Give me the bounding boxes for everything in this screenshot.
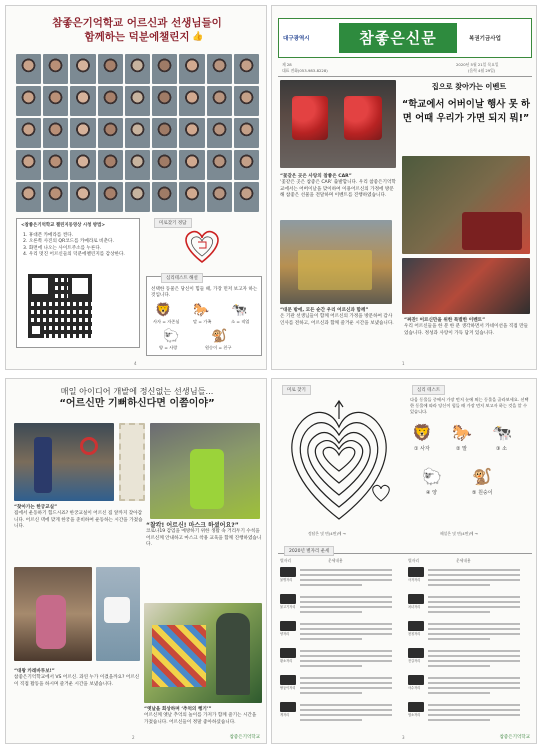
fortune-text-line (300, 606, 392, 608)
fortune-text-line (300, 638, 362, 640)
fortune-text-line (428, 574, 520, 576)
animal-answer-label: 사자 = 자존심 (153, 319, 180, 324)
participant-photo (152, 182, 177, 212)
animal-choice-label: ② 말 (456, 446, 467, 452)
monkey-icon: 🐒 (472, 467, 492, 486)
caption-1-text: 집에서 운동하기 힘드시죠? 한궁교실이 어르신 집 앞까지 찾아갑니다. 어르신 댁에 맞게 한궁을 준비하여 운동하는 시간을 가졌습니다. (14, 511, 143, 530)
participant-photo (152, 150, 177, 180)
participant-photo (16, 118, 41, 148)
caption-2-text: 온 기관 선생님들이 함께 어르신의 가정을 방문하여 감사 인사를 전하고, 어르신과 함께 즐거운 시간을 보냈습니다. (280, 314, 394, 326)
fortune-text-line (428, 596, 520, 598)
bookmark-photo (119, 423, 145, 501)
fortune-text-line (300, 660, 392, 662)
fortune-text-line (428, 606, 520, 608)
caption-3-text: 참좋은기억학교에서 VS 어르신. 과연 누가 이겼을까요? 어르신이 직접 활동을 하시며 즐거운 시간을 보냈습니다. (14, 675, 140, 687)
fortune-text-line (428, 687, 520, 689)
constellation-icon (280, 702, 296, 712)
participant-photo (207, 86, 232, 116)
participant-photo (234, 150, 259, 180)
horoscope-row (408, 593, 530, 619)
video-step: 2. 오른쪽 사진의 QR코드를 카메라로 비춘다. (23, 239, 114, 245)
maze-tag: 미로 찾기 (282, 385, 311, 395)
participant-photo (16, 54, 41, 84)
animal-answer-label: 말 = 가족 (193, 319, 212, 324)
participant-photo (207, 150, 232, 180)
constellation-icon (408, 675, 424, 685)
sign-name: 염소자리 (408, 713, 421, 717)
sign-name: 황소자리 (280, 659, 293, 663)
fortune-text-line (300, 569, 392, 571)
participant-photo (70, 150, 95, 180)
fortune-text-line (300, 596, 392, 598)
cow-icon: 🐄 (492, 423, 512, 442)
animal-answer-label: 양 = 사랑 (159, 345, 178, 350)
maze-answer-tag: 미로찾기 정답 (154, 218, 192, 228)
sign-name: 전갈자리 (408, 659, 421, 663)
participant-photo (179, 86, 204, 116)
sign-name: 천칭자리 (408, 632, 421, 636)
fortune-text-line (300, 714, 392, 716)
horoscope-row (280, 620, 402, 646)
fortune-text-line (300, 709, 392, 711)
participant-photo (179, 182, 204, 212)
thumbs-up-hand-icon: 👍 (192, 32, 204, 42)
caption-3 (14, 669, 142, 688)
participant-photo (43, 54, 68, 84)
caption-1-title: “찾아가는 한궁교실” (14, 505, 58, 510)
fortune-text-line (428, 638, 490, 640)
fortune-text-line (300, 650, 392, 652)
animal-answer-label: 소 = 직업 (231, 319, 250, 324)
maze-answer-heart (182, 228, 222, 264)
maze-answer-note: 정답은 및 면(4면)에 → (308, 531, 346, 536)
constellation-icon (280, 675, 296, 685)
headline-line-1: 매일 아이디어 개발에 정신없는 선생님들... (60, 386, 214, 396)
hangung-photo (14, 423, 114, 501)
participant-photo (207, 182, 232, 212)
constellation-icon (280, 648, 296, 658)
participant-photo (98, 86, 123, 116)
sign-name: 쌍둥이자리 (280, 686, 296, 690)
constellation-icon (408, 648, 424, 658)
fortune-text-line (428, 655, 520, 657)
fortune-text-line (428, 704, 520, 706)
horoscope-row (408, 701, 530, 727)
divider (278, 76, 532, 77)
fortune-text-line (300, 677, 392, 679)
caption-3-title: “대왕 카레바투보!” (14, 669, 55, 674)
participant-photo (16, 86, 41, 116)
participant-photo (125, 86, 150, 116)
calendar-header-fortune: 운세내용 (328, 558, 343, 563)
title-line-2: 함께하는 덕분에챌린지 (84, 31, 190, 43)
sign-name: 게자리 (280, 713, 290, 717)
publisher-line: 대표 전화(053-983-8228) (282, 68, 328, 73)
fortune-text-line (428, 692, 490, 694)
fortune-text-line (428, 584, 490, 586)
horoscope-row (408, 620, 530, 646)
maze-heart (280, 397, 398, 527)
sign-name: 물고기자리 (280, 605, 296, 609)
masthead (278, 18, 532, 58)
fortune-text-line (300, 687, 392, 689)
fortune-text-line (300, 682, 392, 684)
newsletter-page-1 (271, 5, 537, 370)
fortune-text-line (300, 623, 392, 625)
fortune-text-line (428, 682, 520, 684)
participant-photo (70, 118, 95, 148)
gift-photo (402, 258, 530, 314)
participant-photo (152, 118, 177, 148)
fortune-text-line (300, 584, 362, 586)
horoscope-row (280, 701, 402, 727)
horoscope-row (280, 674, 402, 700)
page-number: 2 (132, 735, 135, 740)
horoscope-row (280, 566, 402, 592)
masthead-title: 참좋은신문 (339, 23, 457, 53)
calendar-title: 2020년 별자리 운세 (284, 546, 334, 556)
fortune-text-line (428, 601, 520, 603)
caption-2 (146, 523, 262, 549)
fortune-text-line (300, 633, 392, 635)
mask-check-photo (150, 423, 260, 519)
fortune-text-line (428, 665, 490, 667)
participant-photo (125, 150, 150, 180)
participant-photo (152, 86, 177, 116)
participant-photo (16, 150, 41, 180)
participant-photo (234, 54, 259, 84)
fortune-text-line (300, 692, 362, 694)
caption-4-text: 어르신께 옛날 추억의 놀이를 가져가 함께 즐기는 시간을 가졌습니다. 어르신들이 정말 좋아하셨습니다. (144, 713, 257, 725)
participant-photo (43, 118, 68, 148)
constellation-icon (408, 594, 424, 604)
participant-photo (70, 54, 95, 84)
newsletter-page-3 (271, 378, 537, 744)
fortune-text-line (300, 704, 392, 706)
constellation-icon (280, 594, 296, 604)
caption-2 (280, 308, 398, 327)
fortune-text-line (300, 579, 392, 581)
fortune-text-line (428, 650, 520, 652)
welfare-logo: 복권기금사업 (469, 36, 501, 42)
lion-icon: 🦁 (155, 303, 172, 318)
horse-icon: 🐎 (452, 423, 472, 442)
sheep-icon: 🐑 (422, 467, 442, 486)
calendar-header-sign: 별자리 (408, 558, 420, 563)
fortune-text-line (428, 633, 520, 635)
participant-photo (152, 54, 177, 84)
constellation-icon (280, 621, 296, 631)
page-number: 4 (134, 361, 137, 366)
video-step: 1. 휴대폰 카메라를 켠다. (23, 233, 74, 238)
participant-photo (98, 182, 123, 212)
headline-line-2: “어르신만 기뻐하신다면 이쯤이야” (59, 398, 215, 409)
participant-photo (125, 118, 150, 148)
caption-4-title: “옛날을 회상하며 ‘추억의 뻥기’” (144, 707, 212, 712)
caption-1 (14, 505, 144, 531)
page-title (10, 16, 264, 44)
family-photo (280, 220, 392, 304)
fortune-text-line (300, 611, 362, 613)
participant-photo-grid (16, 54, 259, 212)
title-line-1: 참좋은기억학교 어르신과 선생님들이 (52, 17, 222, 29)
psych-answer-note: 해설은 및 면(4면)에 → (440, 531, 478, 536)
constellation-icon (408, 567, 424, 577)
horoscope-row (408, 647, 530, 673)
cow-icon: 🐄 (231, 303, 248, 318)
fortune-text-line (300, 665, 362, 667)
participant-photo (234, 86, 259, 116)
participant-photo (98, 150, 123, 180)
horse-icon: 🐎 (193, 303, 210, 318)
video-step: 4. 우리 멋진 어르신들의 덕분에챌린지를 감상한다. (23, 252, 125, 258)
participant-photo (234, 118, 259, 148)
participant-photo (179, 118, 204, 148)
city-logo: 대구광역시 (283, 36, 310, 42)
fortune-text-line (428, 611, 490, 613)
board-game-photo (144, 603, 262, 703)
participant-photo (16, 182, 41, 212)
fortune-text-line (428, 719, 490, 721)
issue-date: 2020년 5월 21일 목요일 (456, 62, 499, 67)
participant-photo (125, 182, 150, 212)
monkey-icon: 🐒 (211, 329, 228, 344)
animal-choice-label: ③ 소 (496, 446, 507, 452)
caption-3-title: “짜잔! 어르신만을 위한 특별한 이벤트” (404, 318, 486, 323)
fortune-text-line (428, 677, 520, 679)
sign-name: 사수자리 (408, 686, 421, 690)
participant-photo (125, 54, 150, 84)
participant-photo (43, 150, 68, 180)
horoscope-row (408, 674, 530, 700)
fortune-text-line (300, 574, 392, 576)
horoscope-row (408, 566, 530, 592)
fortune-text-line (428, 579, 520, 581)
animal-choice-label: ④ 양 (426, 490, 437, 496)
psych-test-tag: 심리 테스트 (412, 385, 445, 395)
game-photo (14, 567, 92, 661)
caption-2-title: “찰칵! 어르신! 마스크 하셨어요?” (146, 522, 239, 529)
calendar-header-fortune: 운세내용 (456, 558, 471, 563)
caption-2-title: “대문 밖에, 모든 순간 우리 어르신과 함께” (280, 308, 369, 313)
participant-photo (207, 54, 232, 84)
fortune-text-line (428, 623, 520, 625)
participant-photo (98, 118, 123, 148)
page-number: 3 (402, 735, 405, 740)
caption-2-text: 코로나19 감염을 예방하기 위한 생활 속 거리두기 수칙을 어르신께 안내하고 마스크 착용 교육을 함께 진행하였습니다. (146, 529, 262, 548)
caption-1 (280, 174, 398, 200)
participant-photo (43, 86, 68, 116)
constellation-icon (280, 567, 296, 577)
horoscope-row (280, 647, 402, 673)
psych-answer-text: 선택한 동물은 당신이 힘들 때, 가장 먼저 보고자 하는 것입니다. (151, 287, 258, 299)
event-car-photo (280, 80, 396, 168)
caption-1-title: “꽃같은 곳은 사랑의 참좋은 CAR” (280, 174, 352, 179)
sheep-icon: 🐑 (163, 329, 180, 344)
sign-name: 양자리 (280, 632, 290, 636)
fortune-text-line (428, 660, 520, 662)
dice-photo (96, 567, 140, 661)
caption-1-text: ‘꽃같은 곳은 참좋은 CAR’ 출발합니다. 우리 참좋은기억학교에서는 어버이날을 맞이하여 이용어르신의 가정에 방문해 참좋은 선물을 전달하며 이벤트를 진행하였습니다. (280, 180, 396, 199)
horoscope-row (280, 593, 402, 619)
page-number: 1 (402, 361, 405, 366)
psych-answer-tag: 심리테스트 해설 (161, 273, 203, 283)
issue-number: 제 28 (282, 62, 292, 67)
sign-name: 사자자리 (408, 578, 421, 582)
sign-name: 처녀자리 (408, 605, 421, 609)
horoscope-calendar (278, 549, 532, 733)
caption-3 (404, 318, 530, 337)
participant-photo (234, 182, 259, 212)
lion-icon: 🦁 (412, 423, 432, 442)
fortune-text-line (300, 628, 392, 630)
animal-answer-label: 원숭이 = 친구 (205, 345, 232, 350)
participant-photo (179, 54, 204, 84)
fortune-text-line (428, 628, 520, 630)
constellation-icon (408, 702, 424, 712)
newsletter-page-2 (5, 378, 267, 744)
psych-test-text: 다음 동물들 중에서 가장 먼저 눈에 띄는 동물을 골라보세요. 선택한 동물에 따라 당신이 힘들 때 가장 먼저 보고자 하는 것을 알 수 있습니다. (410, 397, 529, 414)
small-heart-icon (370, 483, 392, 503)
calendar-header-sign: 별자리 (280, 558, 292, 563)
psych-answer-box (146, 276, 262, 356)
headline-small: 집으로 찾아가는 이벤트 (431, 82, 507, 91)
issue-date-lunar: (음력 4월 29일) (468, 68, 496, 73)
newsletter-page-4 (5, 5, 267, 370)
participant-photo (70, 86, 95, 116)
footer-logo: 참좋은기억학교 (229, 735, 260, 740)
animal-choice-label: ① 사자 (414, 446, 430, 452)
main-headline: “학교에서 어버이날 행사 못 하면 어때 우리가 가면 되지 뭐!” (402, 99, 530, 124)
video-step: 3. 화면에 나오는 사이트주소를 누른다. (23, 245, 102, 251)
participant-photo (43, 182, 68, 212)
fortune-text-line (428, 714, 520, 716)
footer-logo: 참좋은기억학교 (499, 735, 530, 740)
participant-photo (179, 150, 204, 180)
video-box-title: <참좋은기억학교 챌린지동영상 시청 방법> (21, 223, 106, 228)
qr-code[interactable] (28, 274, 92, 338)
constellation-icon (408, 621, 424, 631)
participant-photo (207, 118, 232, 148)
fortune-text-line (300, 719, 362, 721)
page-headline (12, 385, 262, 411)
animal-choice-label: ⑤ 원숭이 (472, 490, 493, 496)
sign-name: 물병자리 (280, 578, 293, 582)
carnation-photo (402, 156, 530, 254)
participant-photo (98, 54, 123, 84)
fortune-text-line (428, 709, 520, 711)
caption-3-text: 우리 어르신들을 한 분 한 분 생각하면서 카네이션을 직접 만들었습니다. 정성과 사랑이 가득 담겨 있습니다. (404, 324, 529, 336)
video-steps-list (23, 233, 139, 259)
participant-photo (70, 182, 95, 212)
fortune-text-line (300, 655, 392, 657)
fortune-text-line (300, 601, 392, 603)
caption-4 (144, 707, 262, 726)
fortune-text-line (428, 569, 520, 571)
